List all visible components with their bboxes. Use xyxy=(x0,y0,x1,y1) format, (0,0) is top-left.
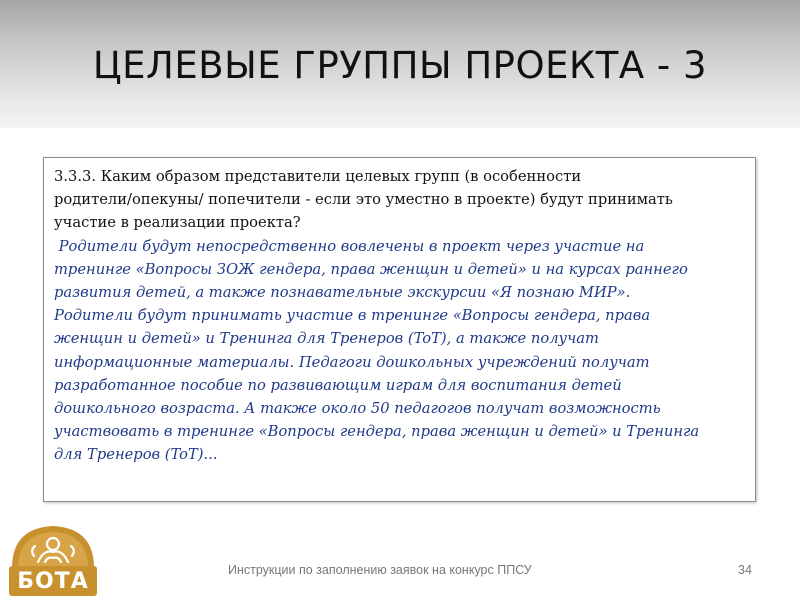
answer-text xyxy=(54,235,747,467)
answer-line: дошкольного возраста. А также около 50 педагогов получат возможность xyxy=(54,400,661,418)
answer-line: информационные материалы. Педагоги дошкольных учреждений получат xyxy=(54,353,650,371)
answer-line: участвовать в тренинге «Вопросы гендера, права женщин и детей» и Тренинга xyxy=(54,423,700,441)
slide-title: ЦЕЛЕВЫЕ ГРУППЫ ПРОЕКТА - 3 xyxy=(92,44,708,87)
logo-text: БОТА xyxy=(17,569,89,594)
footer-caption: Инструкции по заполнению заявок на конкурс ППСУ xyxy=(228,563,532,577)
answer-line: развития детей, а также познавательные экскурсии «Я познаю МИР». xyxy=(54,284,631,302)
bota-logo xyxy=(8,522,98,597)
question-line: 3.3.3. Каким образом представители целевых групп (в особенности xyxy=(54,168,582,185)
question-text xyxy=(54,165,747,235)
answer-line: для Тренеров (ToT)... xyxy=(54,446,218,464)
answer-line: Родители будут непосредственно вовлечены в проект через участие на xyxy=(54,237,645,255)
content-box xyxy=(43,157,756,502)
question-line: родители/опекуны/ попечители - если это уместно в проекте) будут принимать xyxy=(54,191,673,209)
answer-line: разработанное пособие по развивающим играм для воспитания детей xyxy=(54,376,622,394)
answer-line: женщин и детей» и Тренинга для Тренеров (ToT), а также получат xyxy=(54,330,599,348)
answer-line: Родители будут принимать участие в тренинге «Вопросы гендера, права xyxy=(54,307,651,325)
answer-line: тренинге «Вопросы ЗОЖ гендера, права женщин и детей» и на курсах раннего xyxy=(54,260,688,278)
page-number: 34 xyxy=(738,563,752,577)
question-line: участие в реализации проекта? xyxy=(54,214,301,232)
